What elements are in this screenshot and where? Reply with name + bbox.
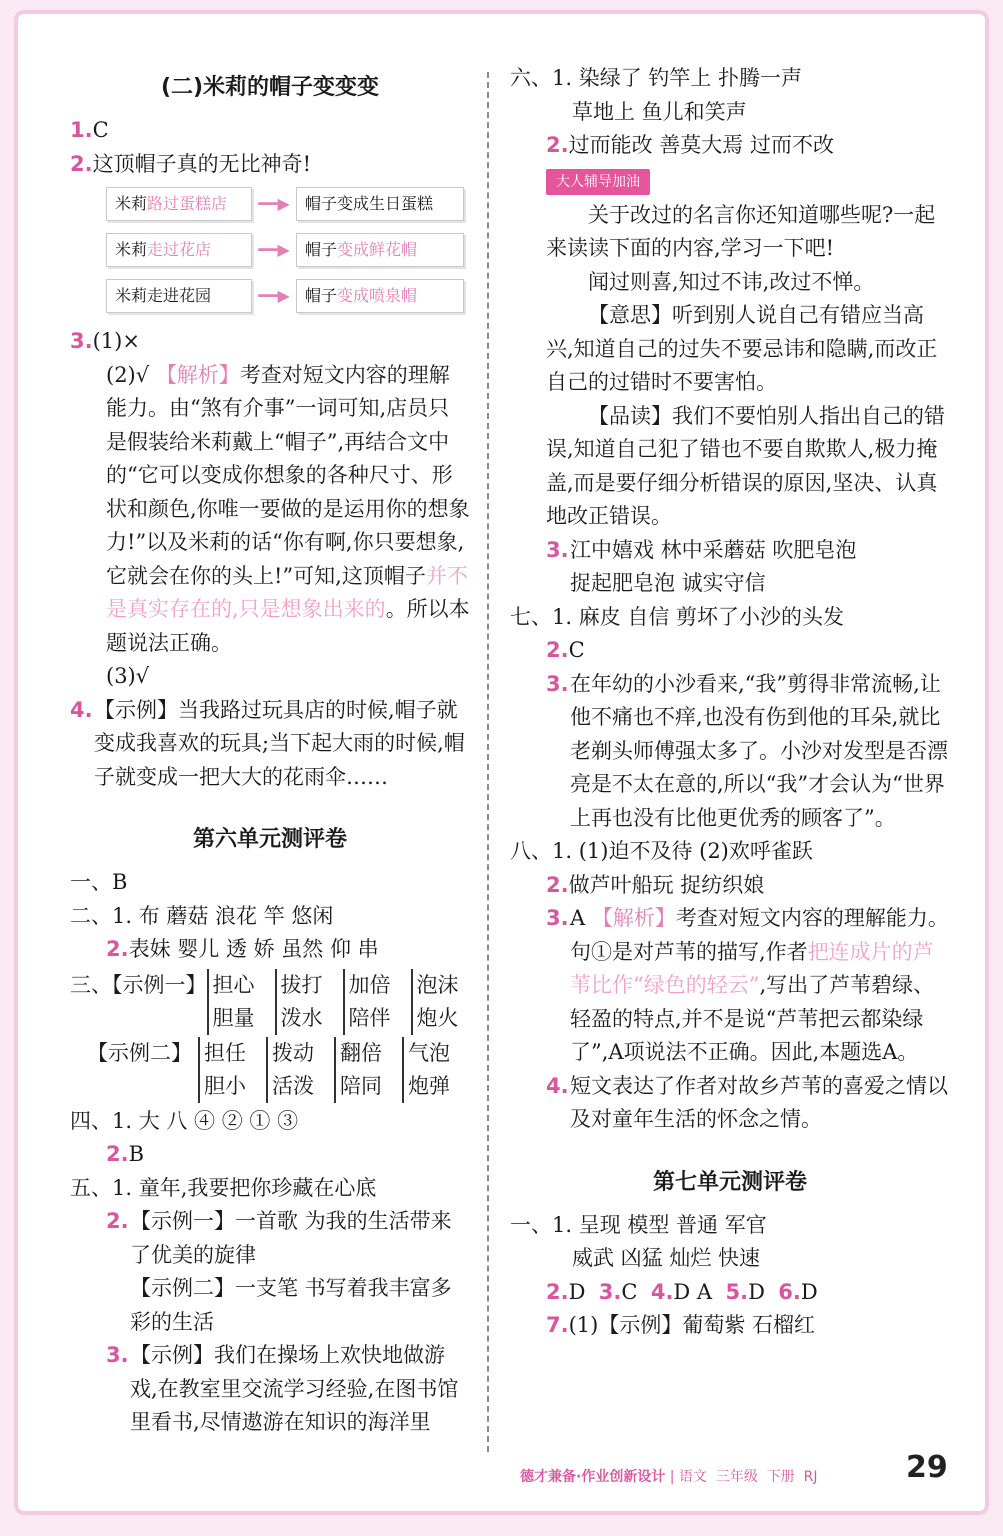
extension-meaning: 【意思】听到别人说自己有错应当高兴,知道自己的过失不要忌讳和隐瞒,而改正自己的过错时不要害怕。: [546, 303, 938, 394]
s5-1: 五、1. 童年,我要把你珍藏在心底: [70, 1175, 377, 1200]
section-title-unit-6: 第六单元测评卷: [192, 827, 347, 852]
word-pairs-example-2: 【示例二】 担任 胆小 拨动 活泼 翻倍 陪同 气泡 炮弹: [70, 1037, 470, 1103]
s8-2: 2.做芦叶船玩 捉纺织娘: [546, 872, 765, 897]
flow-box-result: 帽子变成生日蛋糕: [296, 187, 464, 221]
word-pair: 翻倍 陪同: [334, 1037, 382, 1103]
s6-2: 2.过而能改 善莫大焉 过而不改: [546, 133, 834, 157]
s7-3: 3. 在年幼的小沙看来,“我”剪得非常流畅,让他不痛也不痒,也没有伤到他的耳朵,就比老剃头师傅强太多了。小沙对发型是否漂亮是不太在意的,所以“我”才会认为“世界上再也没有比他更优秀的顾客了”。: [546, 671, 948, 830]
answer-number: 2.: [70, 151, 93, 176]
word-pairs-example-1: 三、【示例一】 担心 胆量 拔打 泼水 加倍 陪伴 泡沫 炮火: [70, 969, 470, 1035]
s4-1: 四、1. 大 八 ④ ② ① ③: [70, 1108, 299, 1133]
arrow-right-icon: ━━▶: [258, 240, 290, 260]
arrow-right-icon: ━━▶: [258, 286, 290, 306]
answer-text: 这顶帽子真的无比神奇!: [92, 151, 312, 176]
word-pair: 气泡 炮弹: [402, 1037, 450, 1103]
page-number: 29: [906, 1450, 948, 1485]
footer: 德才兼备·作业创新设计 | 语文 三年级 下册 RJ: [520, 1469, 818, 1485]
s7-1: 七、1. 麻皮 自信 剪坏了小沙的头发: [510, 604, 845, 629]
s4-2: 2.B: [106, 1142, 145, 1166]
section-title-mili-hat: (二)米莉的帽子变变变: [160, 75, 380, 100]
s8-3: 3. A 【解析】考查对短文内容的理解能力。句①是对芦苇的描写,作者把连成片的芦苇比作“绿色的轻云”,写出了芦苇碧绿、轻盈的特点,并不是说“芦苇把云都染绿了”,A项说法不正确。因此,本题选A。: [546, 906, 949, 1064]
answer-1: [70, 114, 470, 148]
section-title-unit-7: 第七单元测评卷: [652, 1169, 807, 1195]
s7-2: 2.C: [546, 638, 585, 662]
word-pair: 加倍 陪伴: [343, 969, 391, 1035]
answer-text: C: [92, 118, 109, 142]
word-pair: 担任 胆小: [198, 1037, 246, 1103]
parent-guide-badge: 大人辅导加油: [546, 169, 650, 195]
s5-3: 3. 【示例】我们在操场上欢快地做游戏,在教室里交流学习经验,在图书馆里看书,尽情遨游在知识的海洋里: [106, 1343, 459, 1434]
right-column: [510, 62, 950, 1343]
s1: 一、B: [70, 870, 128, 894]
brand-label: 德才兼备·作业创新设计: [520, 1469, 666, 1485]
s5-2: 2. 【示例一】一首歌 为我的生活带来了优美的旋律 【示例二】一支笔 书写着我丰富多彩的生活: [106, 1209, 452, 1334]
extension-quote: 闻过则喜,知过不讳,改过不惮。: [588, 269, 875, 294]
s9-1-cont: 威武 凶猛 灿烂 快速: [572, 1246, 761, 1270]
extension-intro: 关于改过的名言你还知道哪些呢?一起来读读下面的内容,学习一下吧!: [546, 202, 936, 260]
s8-4: 4. 短文表达了作者对故乡芦苇的喜爱之情以及对童年生活的怀念之情。: [546, 1073, 948, 1131]
flow-box-result: 帽子变成鲜花帽: [296, 233, 464, 267]
s2-1: 二、1. 布 蘑菇 浪花 竿 悠闲: [70, 903, 334, 928]
s6-1-cont: 草地上 鱼儿和笑声: [572, 99, 747, 124]
s9-7: 7.(1)【示例】葡萄紫 石榴红: [546, 1313, 816, 1337]
s2-2: 2.表妹 婴儿 透 娇 虽然 仰 串: [106, 937, 379, 961]
s6-3: 3. 江中嬉戏 林中采蘑菇 吹肥皂泡 捉起肥皂泡 诚实守信: [546, 537, 857, 595]
flow-box-event: 米莉走过花店: [106, 233, 252, 267]
arrow-right-icon: ━━▶: [258, 194, 290, 214]
word-pair: 拨动 活泼: [266, 1037, 314, 1103]
word-pair: 拔打 泼水: [275, 969, 323, 1035]
flow-diagram: [106, 187, 470, 313]
flow-box-event: 米莉走进花园: [106, 279, 252, 313]
flow-row: [106, 233, 470, 267]
extension-reading: 【品读】我们不要怕别人指出自己的错误,知道自己犯了错也不要自欺欺人,极力掩盖,而是要仔细分析错误的原因,坚决、认真地改正错误。: [546, 403, 945, 528]
answer-3-analysis: (2)√ 【解析】考查对短文内容的理解能力。由“煞有介事”一词可知,店员只是假装给米莉戴上“帽子”,再结合文中的“它可以变成你想象的各种尺寸、形状和颜色,你唯一要做的是运用你的想象力!”以及米莉的话“你有啊,你只要想象,它就会在你的头上!”可知,这顶帽子并不是真实存在的,只是想象出来的。所以本题说法正确。: [106, 362, 470, 655]
answer-2: [70, 148, 470, 182]
answer-3-part3: (3)√: [106, 664, 150, 688]
left-column: [70, 62, 470, 1440]
flow-box-result: 帽子变成喷泉帽: [296, 279, 464, 313]
s8-1: 八、1. (1)迫不及待 (2)欢呼雀跃: [510, 839, 813, 863]
s9-2-6: 2.D 3.C 4.D A 5.D 6.D: [546, 1279, 818, 1304]
flow-row: [106, 187, 470, 221]
answer-number: 4.: [70, 697, 93, 722]
s6-1: 六、1. 染绿了 钓竿上 扑腾一声: [510, 66, 803, 90]
answer-4: [70, 694, 470, 795]
answer-number: 3.: [70, 329, 93, 353]
flow-box-event: 米莉路过蛋糕店: [106, 187, 252, 221]
s9-1: 一、1. 呈现 模型 普通 军官: [510, 1212, 767, 1237]
answer-3: 3.(1)×: [70, 329, 140, 353]
flow-row: [106, 279, 470, 313]
column-divider: [487, 72, 489, 1452]
word-pair: 担心 胆量: [207, 969, 255, 1035]
word-pair: 泡沫 炮火: [411, 969, 459, 1035]
answer-number: 1.: [70, 118, 93, 142]
answer-text: 【示例】当我路过玩具店的时候,帽子就变成我喜欢的玩具;当下起大雨的时候,帽子就变成一把大大的花雨伞……: [94, 697, 465, 789]
